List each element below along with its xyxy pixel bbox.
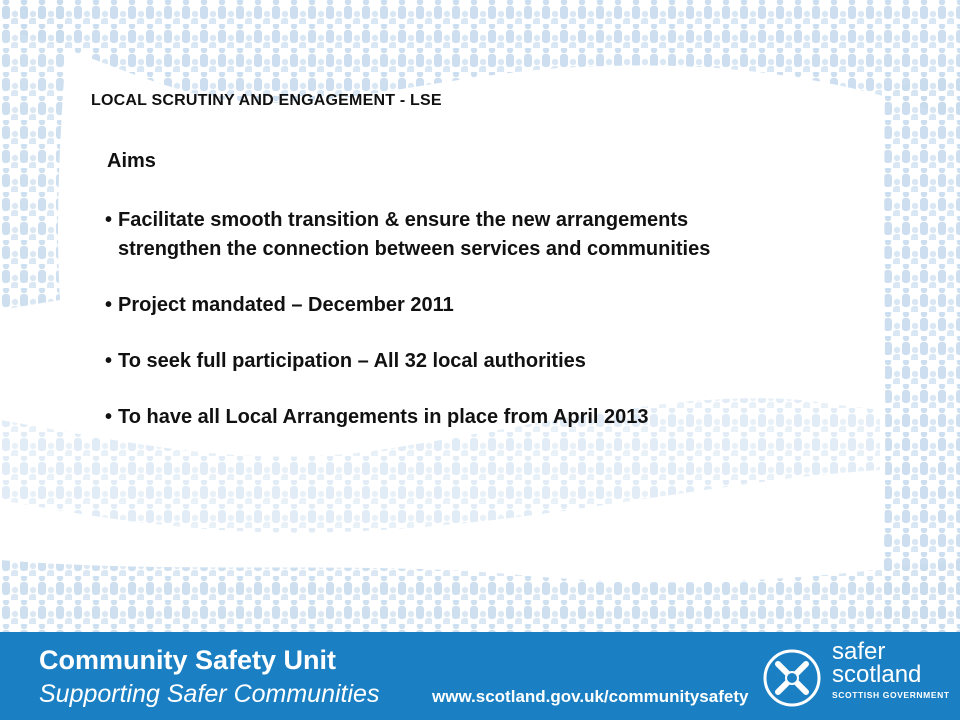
bullet-text: Project mandated – December 2011	[118, 294, 454, 316]
logo-text-safer: safer	[832, 638, 886, 665]
logo-text-government: SCOTTISH GOVERNMENT	[832, 690, 950, 700]
bullet-marker: •	[105, 350, 113, 372]
footer-tagline: Supporting Safer Communities	[39, 680, 380, 708]
aims-heading: Aims	[107, 150, 156, 172]
bullet-text: To have all Local Arrangements in place from April 2013	[118, 406, 649, 428]
bullet-text: To seek full participation – All 32 local authorities	[118, 350, 586, 372]
saltire-emblem-icon	[762, 648, 822, 708]
safer-scotland-logo	[832, 640, 950, 700]
logo-text-scotland: scotland	[832, 661, 922, 688]
footer-url-link[interactable]: www.scotland.gov.uk/communitysafety	[432, 687, 749, 706]
bullet-marker: •	[105, 406, 113, 428]
bullet-marker: •	[105, 209, 113, 231]
bullet-marker: •	[105, 294, 113, 316]
bullet-text-continued: strengthen the connection between services and communities	[118, 238, 711, 260]
footer-unit-name: Community Safety Unit	[39, 645, 337, 675]
bullet-text: Facilitate smooth transition & ensure the new arrangements	[118, 209, 689, 231]
slide-title: LOCAL SCRUTINY AND ENGAGEMENT - LSE	[91, 92, 442, 109]
footer-bar	[0, 632, 960, 720]
